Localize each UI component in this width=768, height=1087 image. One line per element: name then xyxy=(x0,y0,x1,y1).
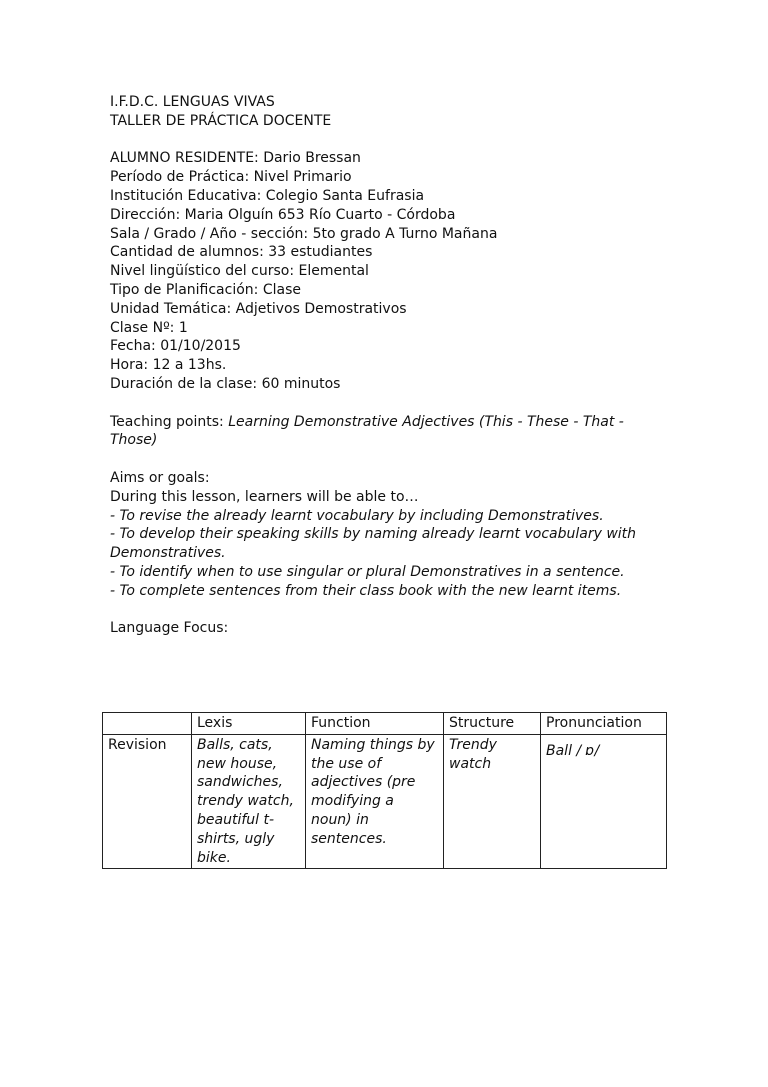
spacer xyxy=(110,601,670,620)
detail-language-level: Nivel lingüístico del curso: Elemental xyxy=(110,263,369,280)
aims-heading: Aims or goals: xyxy=(110,469,210,486)
document-body xyxy=(110,93,670,638)
lexis-cell: Balls, cats, new house, sandwiches, trendy watch, beautiful t-shirts, ugly bike. xyxy=(192,734,306,869)
table-header-row xyxy=(103,713,667,735)
aim-item: - To revise the already learnt vocabulary by including Demonstratives. xyxy=(110,507,604,524)
detail-date: Fecha: 01/10/2015 xyxy=(110,338,241,355)
institution-name: I.F.D.C. LENGUAS VIVAS xyxy=(110,94,275,110)
detail-address: Dirección: Maria Olguín 653 Río Cuarto - Córdoba xyxy=(110,206,456,223)
language-focus-heading: Language Focus: xyxy=(110,620,229,637)
language-focus-table xyxy=(102,712,667,869)
table-header-structure: Structure xyxy=(444,713,541,735)
table-header-pronunciation: Pronunciation xyxy=(541,713,667,735)
spacer xyxy=(110,131,670,150)
detail-class-number: Clase Nº: 1 xyxy=(110,319,188,336)
workshop-title: TALLER DE PRÁCTICA DOCENTE xyxy=(110,112,332,129)
detail-student-count: Cantidad de alumnos: 33 estudiantes xyxy=(110,244,373,261)
table-header-lexis: Lexis xyxy=(192,713,306,735)
detail-student: ALUMNO RESIDENTE: Dario Bressan xyxy=(110,150,361,167)
row-label: Revision xyxy=(103,734,192,869)
structure-cell: Trendy watch xyxy=(444,734,541,869)
aim-item: - To develop their speaking skills by naming already learnt vocabulary with Demonstratives. xyxy=(110,526,637,562)
teaching-points-label: Teaching points: xyxy=(110,413,229,430)
detail-grade-section: Sala / Grado / Año - sección: 5to grado A Turno Mañana xyxy=(110,225,498,242)
aim-item: - To identify when to use singular or plural Demonstratives in a sentence. xyxy=(110,563,625,580)
pronunciation-cell: Ball / ɒ/ xyxy=(541,734,667,869)
teaching-points xyxy=(110,413,670,451)
table-header-function: Function xyxy=(306,713,444,735)
aims-intro: During this lesson, learners will be able to… xyxy=(110,488,419,505)
detail-planning-type: Tipo de Planificación: Clase xyxy=(110,281,301,298)
detail-time: Hora: 12 a 13hs. xyxy=(110,357,227,374)
aim-item: - To complete sentences from their class book with the new learnt items. xyxy=(110,582,622,599)
detail-thematic-unit: Unidad Temática: Adjetivos Demostrativos xyxy=(110,300,407,317)
table-header-cell xyxy=(103,713,192,735)
teaching-points-text: Learning Demonstrative Adjectives (This - These - That - Those) xyxy=(110,413,624,449)
detail-institution: Institución Educativa: Colegio Santa Eufrasia xyxy=(110,187,425,204)
table-row xyxy=(103,734,667,869)
detail-duration: Duración de la clase: 60 minutos xyxy=(110,375,341,392)
spacer xyxy=(110,394,670,413)
spacer xyxy=(110,450,670,469)
detail-practice-period: Período de Práctica: Nivel Primario xyxy=(110,169,352,186)
function-cell: Naming things by the use of adjectives (pre modifying a noun) in sentences. xyxy=(306,734,444,869)
